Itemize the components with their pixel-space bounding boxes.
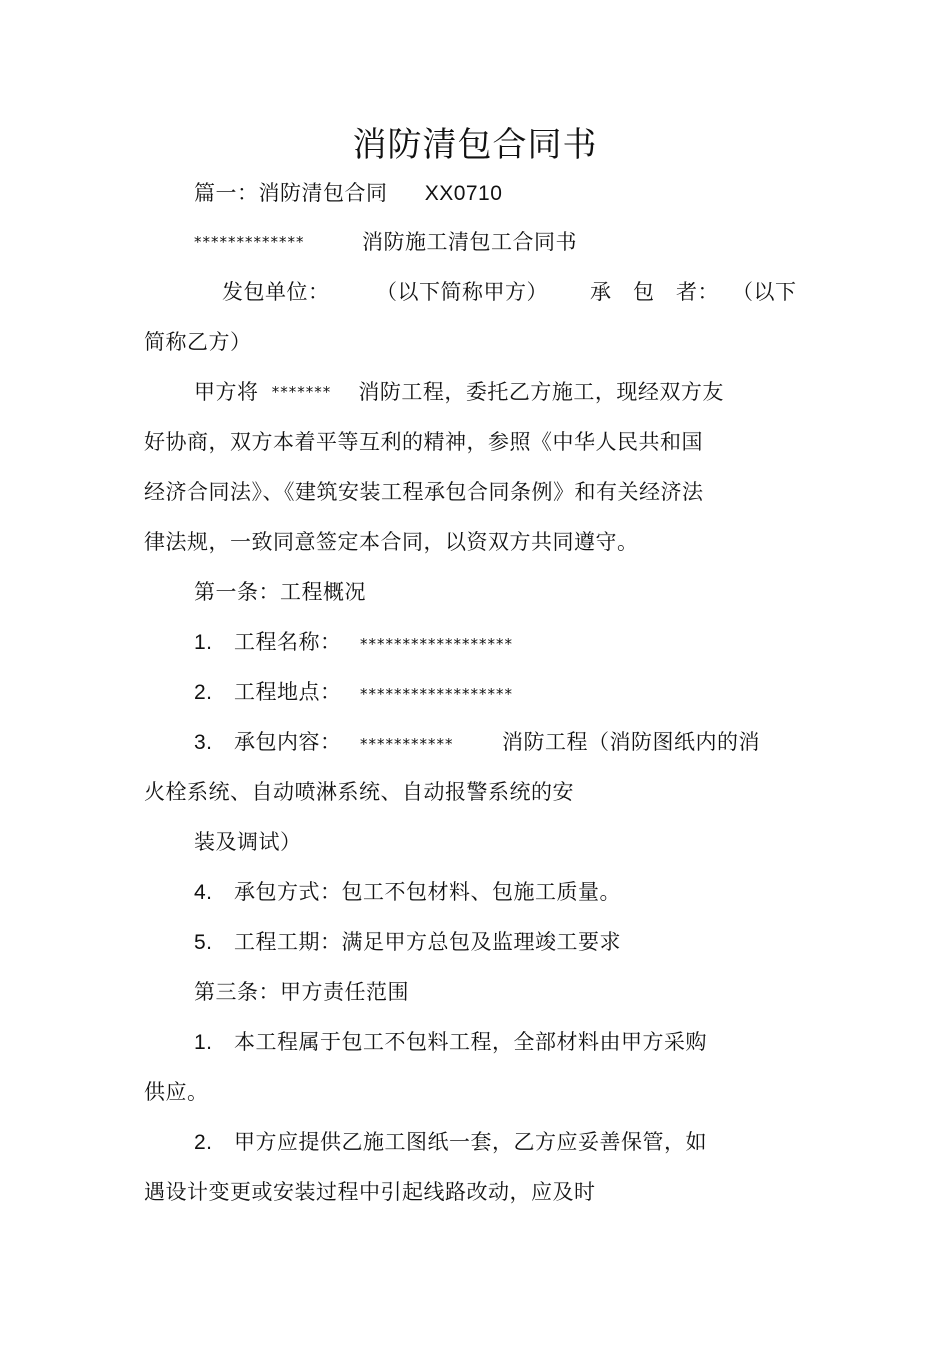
item-text: 甲方应提供乙施工图纸一套，乙方应妥善保管，如 xyxy=(234,1130,707,1154)
subtitle-code: XX0710 xyxy=(424,182,503,205)
item-label: 承包内容： xyxy=(234,730,342,754)
item-number: 1. xyxy=(194,631,213,654)
item-label: 工程名称： xyxy=(234,630,342,654)
intro-text-a: 甲方将 xyxy=(194,380,259,404)
item-number: 4. xyxy=(194,881,213,904)
item-label: 工程地点： xyxy=(234,680,342,704)
heading-text: 消防施工清包工合同书 xyxy=(362,230,577,254)
article-3-item-2 xyxy=(194,1128,707,1157)
item-number: 5. xyxy=(194,931,213,954)
issuer-note: （以下简称甲方） xyxy=(376,280,548,304)
issuer-label: 发包单位： xyxy=(222,280,330,304)
intro-line-2: 好协商，双方本着平等互利的精神，参照《中华人民共和国 xyxy=(144,430,703,454)
article-1-item-4 xyxy=(194,878,621,907)
heading-line xyxy=(194,228,577,256)
item-text: 消防工程（消防图纸内的消 xyxy=(502,730,760,754)
contractor-label: 承 包 者： xyxy=(590,280,719,304)
article-3-item-1-cont: 供应。 xyxy=(144,1080,209,1104)
intro-stars: ******* xyxy=(271,383,332,401)
article-1-item-3-cont-1: 火栓系统、自动喷淋系统、自动报警系统的安 xyxy=(144,780,574,804)
item-text: 本工程属于包工不包料工程，全部材料由甲方采购 xyxy=(234,1030,707,1054)
article-3-item-2-cont: 遇设计变更或安装过程中引起线路改动，应及时 xyxy=(144,1180,596,1204)
item-text: 承包方式：包工不包材料、包施工质量。 xyxy=(234,880,621,904)
intro-line-3: 经济合同法》、《建筑安装工程承包合同条例》和有关经济法 xyxy=(144,480,704,504)
intro-text-b: 消防工程，委托乙方施工，现经双方友 xyxy=(358,380,724,404)
article-1-item-3 xyxy=(194,728,760,757)
heading-stars: ************* xyxy=(194,233,305,251)
item-stars: *********** xyxy=(360,735,454,753)
article-1-item-5 xyxy=(194,928,621,957)
intro-line-1 xyxy=(194,378,724,406)
article-3-heading: 第三条：甲方责任范围 xyxy=(194,980,409,1004)
item-number: 2. xyxy=(194,1131,213,1154)
item-value: ****************** xyxy=(360,635,513,653)
item-number: 3. xyxy=(194,731,213,754)
subtitle-line xyxy=(194,179,502,208)
subtitle-label: 篇一：消防清包合同 xyxy=(194,181,388,205)
article-1-item-1 xyxy=(194,628,513,657)
article-1-heading: 第一条：工程概况 xyxy=(194,580,366,604)
article-1-item-3-cont-2: 装及调试） xyxy=(194,830,302,854)
document-title: 消防清包合同书 xyxy=(352,125,598,165)
item-value: ****************** xyxy=(360,685,513,703)
contractor-note-end: 简称乙方） xyxy=(144,330,252,354)
item-text: 工程工期：满足甲方总包及监理竣工要求 xyxy=(234,930,621,954)
intro-line-4: 律法规，一致同意签定本合同，以资双方共同遵守。 xyxy=(144,530,639,554)
article-3-item-1 xyxy=(194,1028,707,1057)
contractor-note-start: （以下 xyxy=(732,280,797,304)
item-number: 1. xyxy=(194,1031,213,1054)
item-number: 2. xyxy=(194,681,213,704)
article-1-item-2 xyxy=(194,678,513,707)
